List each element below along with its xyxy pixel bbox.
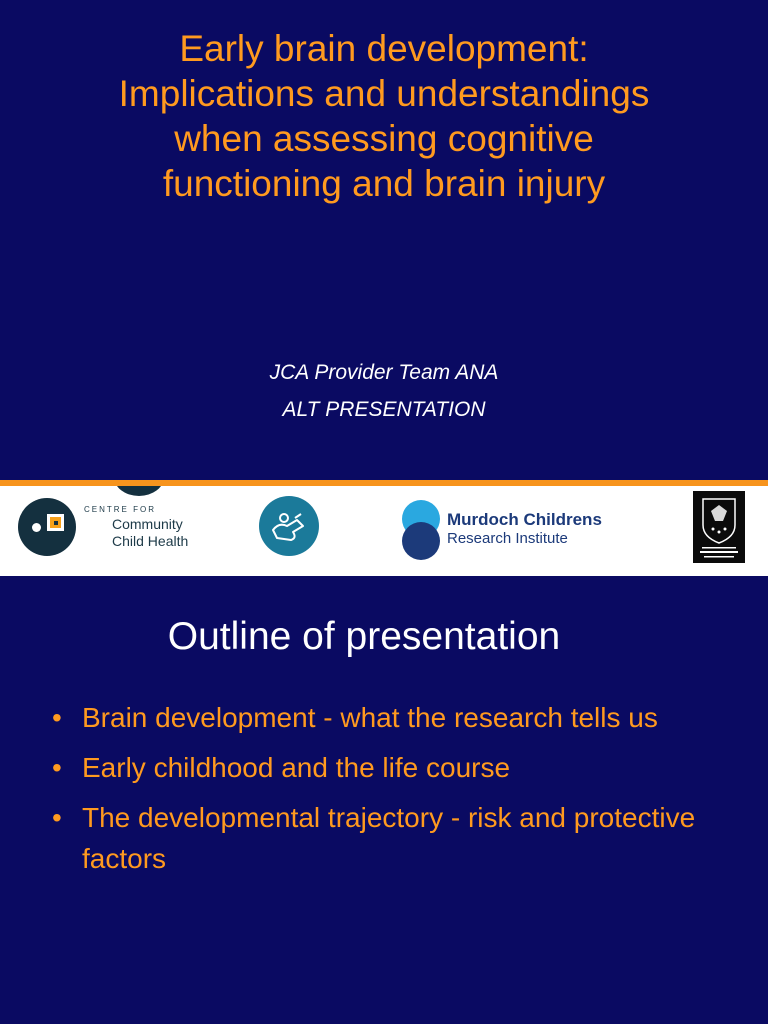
subtitle-line-2: ALT PRESENTATION [282,398,486,421]
mcri-logo-circle-bottom [402,522,440,560]
ccch-logo-line-1: Community [112,516,183,532]
title-line-3: when assessing cognitive [174,118,594,159]
ccch-logo [0,486,210,576]
mcri-logo [402,500,632,560]
mcri-logo-line-1: Murdoch Childrens [447,510,602,529]
outline-list [52,697,742,888]
subtitle-line-1: JCA Provider Team ANA [269,361,499,384]
list-item [52,797,742,879]
bullet-text: Early childhood and the life course [82,752,511,783]
bullet-dot: • [52,702,62,733]
list-item [52,697,742,738]
ccch-logo-mark [18,498,76,556]
title-line-4: functioning and brain injury [162,163,606,204]
slide-subtitle [0,354,768,428]
mcri-logo-line-2: Research Institute [447,530,568,547]
ccch-logo-arc [114,486,164,496]
slide-title [0,26,768,206]
title-slide [0,0,768,480]
bullet-text: The developmental trajectory - risk and protective factors [82,802,696,874]
list-item [52,747,742,788]
ccch-logo-small-text: CENTRE FOR [84,505,156,514]
ccch-logo-name [112,516,188,550]
logo-band [0,486,768,576]
crest-icon [693,491,745,563]
bullet-dot: • [52,802,62,833]
outline-heading: Outline of presentation [167,615,561,658]
title-line-1: Early brain development: [179,28,589,69]
title-line-2: Implications and understandings [118,73,650,114]
child-figure-logo [259,496,319,556]
ccch-logo-line-2: Child Health [112,533,189,549]
child-figure-icon [259,496,319,556]
bullet-dot: • [52,752,62,783]
bullet-text: Brain development - what the research tells us [82,702,658,733]
university-of-melbourne-logo [693,491,745,563]
